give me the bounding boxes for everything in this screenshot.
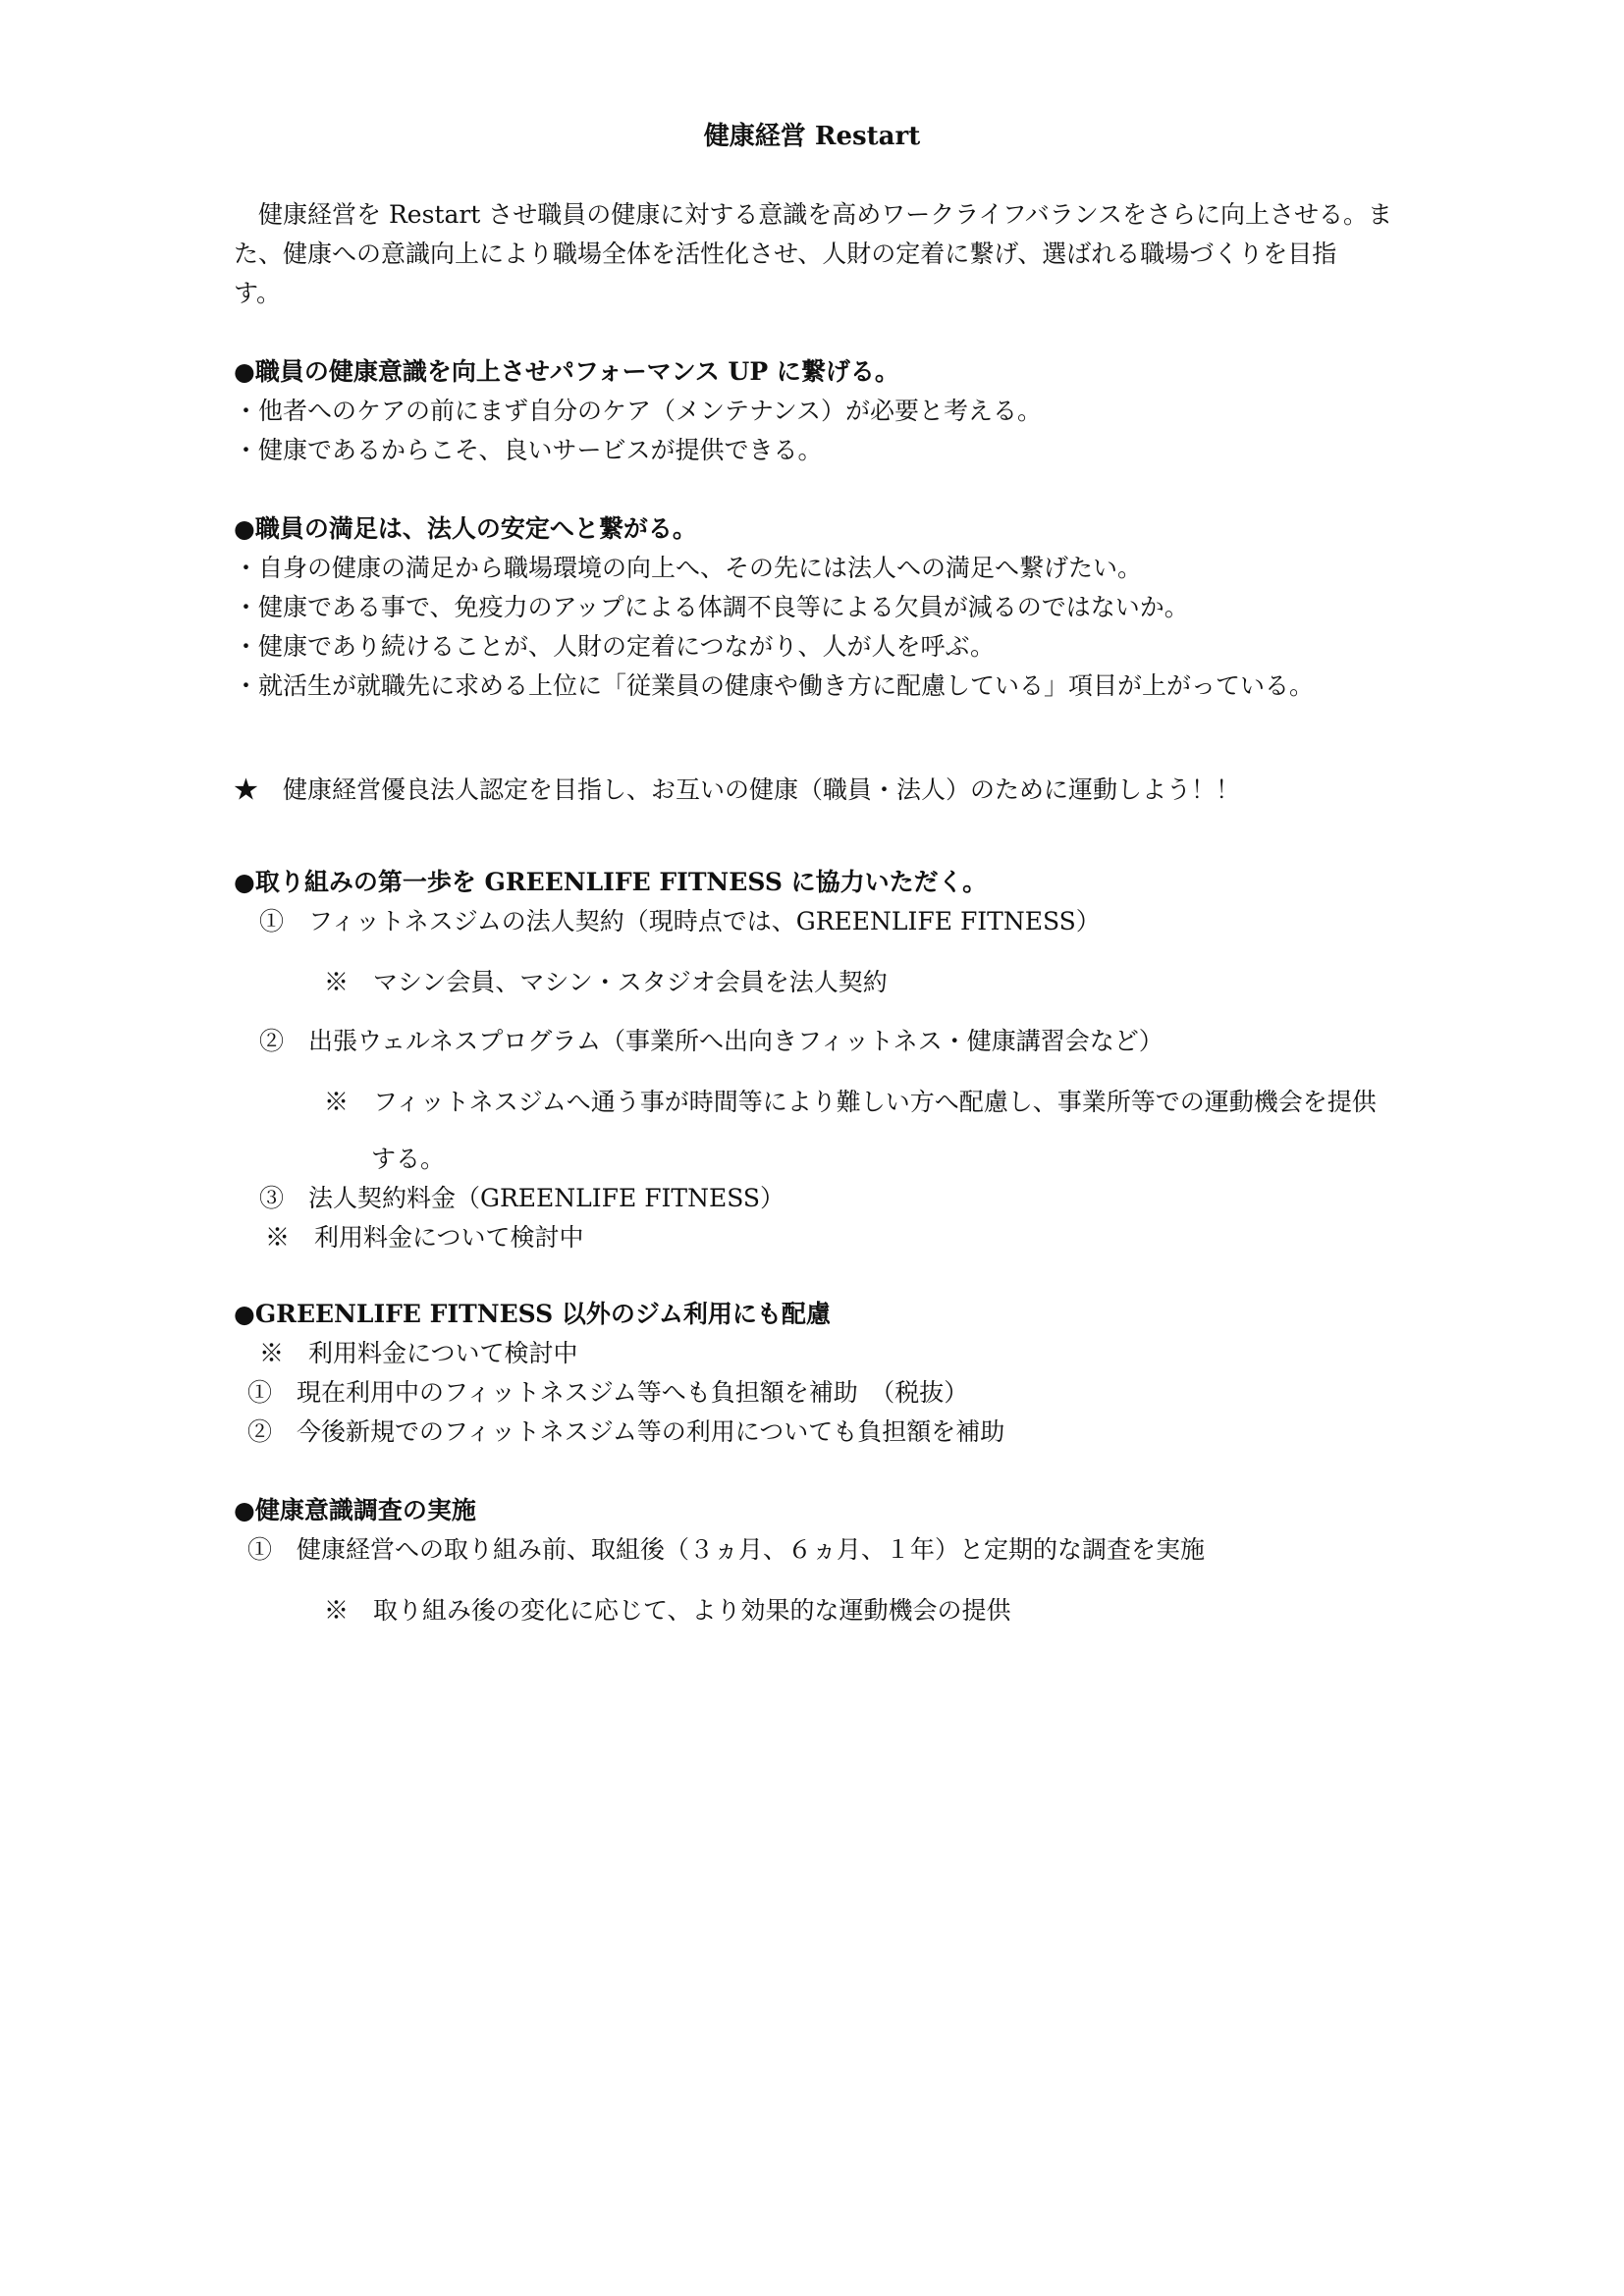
bullet-item: ・他者へのケアの前にまず自分のケア（メンテナンス）が必要と考える。 bbox=[234, 397, 1043, 425]
numbered-item: ① 現在利用中のフィットネスジム等へも負担額を補助 （税抜） bbox=[247, 1378, 969, 1407]
note-item: ※ フィットネスジムへ通う事が時間等により難しい方へ配慮し、事業所等での運動機会を提供 bbox=[324, 1088, 1377, 1116]
numbered-item: ② 今後新規でのフィットネスジム等の利用についても負担額を補助 bbox=[247, 1417, 1005, 1446]
intro-line-1: 健康経営を Restart させ職員の健康に対する意識を高めワークライフバランスをさらに向上させる。ま bbox=[234, 200, 1393, 229]
intro-line-3: す。 bbox=[234, 279, 282, 307]
numbered-item: ③ 法人契約料金（GREENLIFE FITNESS） bbox=[259, 1184, 785, 1212]
note-item: ※ 利用料金について検討中 bbox=[259, 1339, 578, 1367]
section-heading: ●職員の満足は、法人の安定へと繋がる。 bbox=[234, 514, 697, 543]
intro-line-2: た、健康への意識向上により職場全体を活性化させ、人財の定着に繋げ、選ばれる職場づくりを目指 bbox=[234, 240, 1337, 268]
numbered-item: ② 出張ウェルネスプログラム（事業所へ出向きフィットネス・健康講習会など） bbox=[259, 1027, 1164, 1055]
bullet-item: ・健康であるからこそ、良いサービスが提供できる。 bbox=[234, 436, 823, 464]
section-heading: ●健康意識調査の実施 bbox=[234, 1496, 476, 1524]
page-title: 健康経営 Restart bbox=[703, 122, 921, 151]
section-heading: ●GREENLIFE FITNESS 以外のジム利用にも配慮 bbox=[234, 1300, 831, 1328]
numbered-item: ① 健康経営への取り組み前、取組後（３ヵ月、６ヵ月、１年）と定期的な調査を実施 bbox=[247, 1535, 1206, 1564]
section-heading: ●職員の健康意識を向上させパフォーマンス UP に繋げる。 bbox=[234, 357, 899, 386]
numbered-item: ① フィットネスジムの法人契約（現時点では、GREENLIFE FITNESS） bbox=[259, 907, 1101, 935]
bullet-item: ・健康である事で、免疫力のアップによる体調不良等による欠員が減るのではないか。 bbox=[234, 593, 1189, 621]
note-item: ※ 利用料金について検討中 bbox=[265, 1223, 584, 1252]
note-item-continuation: する。 bbox=[371, 1145, 446, 1173]
bullet-item: ・健康であり続けることが、人財の定着につながり、人が人を呼ぶ。 bbox=[234, 632, 996, 661]
note-item: ※ マシン会員、マシン・スタジオ会員を法人契約 bbox=[324, 968, 888, 996]
goal-star-line: ★ 健康経営優良法人認定を目指し、お互いの健康（職員・法人）のために運動しよう！！ bbox=[234, 775, 1241, 804]
note-item: ※ 取り組み後の変化に応じて、より効果的な運動機会の提供 bbox=[324, 1596, 1011, 1625]
section-heading: ●取り組みの第一歩を GREENLIFE FITNESS に協力いただく。 bbox=[234, 868, 988, 896]
bullet-item: ・自身の健康の満足から職場環境の向上へ、その先には法人への満足へ繋げたい。 bbox=[234, 554, 1143, 582]
bullet-item: ・就活生が就職先に求める上位に「従業員の健康や働き方に配慮している」項目が上がっている。 bbox=[234, 671, 1315, 700]
